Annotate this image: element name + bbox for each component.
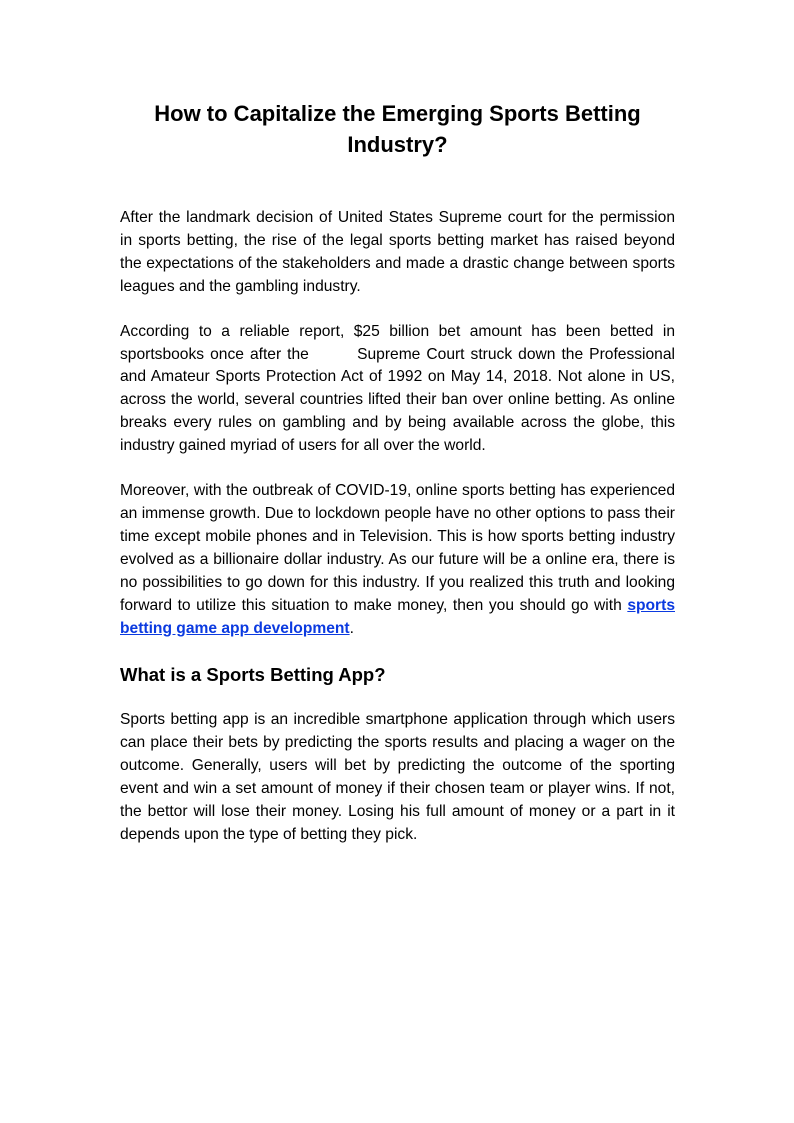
covid-paragraph-text: Moreover, with the outbreak of COVID-19, online sports betting has experienced an immense growth. Due to lockdown people have no other options to pass their time except mobile phones and in Television. This is how sports betting industry evolved as a billionaire dollar industry. As our future will be a online era, there is no possibilities to go down for this industry. If you realized this truth and looking forward to utilize this situation to make money, then you should go with bbox=[120, 482, 675, 614]
app-definition-paragraph: Sports betting app is an incredible smartphone application through which users can place their bets by predicting the sports results and placing a wager on the outcome. Generally, users will bet by predicting the outcome of the sporting event and win a set amount of money if their chosen team or player wins. If not, the bettor will lose their money. Losing his full amount of money or a part in it depends upon the type of betting they pick. bbox=[120, 711, 675, 843]
section-heading: What is a Sports Betting App? bbox=[120, 664, 386, 686]
covid-paragraph-end: . bbox=[349, 619, 354, 637]
sports-betting-app-link[interactable]: sports betting game app development bbox=[120, 596, 675, 637]
report-paragraph: According to a reliable report, $25 billion bet amount has been betted in sportsbooks once after the Supreme Court struck down the Professional and Amateur Sports Protection Act of 1992 on May 14, 2018. Not alone in US, across the world, several countries lifted their ban over online betting. As online breaks every rules on gambling and by being available across the globe, this industry gained myriad of users for all over the world. bbox=[120, 322, 680, 455]
document-page bbox=[120, 98, 680, 847]
page-title: How to Capitalize the Emerging Sports Betting Industry? bbox=[154, 101, 641, 157]
covid-paragraph bbox=[120, 480, 675, 640]
intro-paragraph: After the landmark decision of United States Supreme court for the permission in sports betting, the rise of the legal sports betting market has raised beyond the expectations of the stakeholders and made a drastic change between sports leagues and the gambling industry. bbox=[120, 209, 675, 295]
